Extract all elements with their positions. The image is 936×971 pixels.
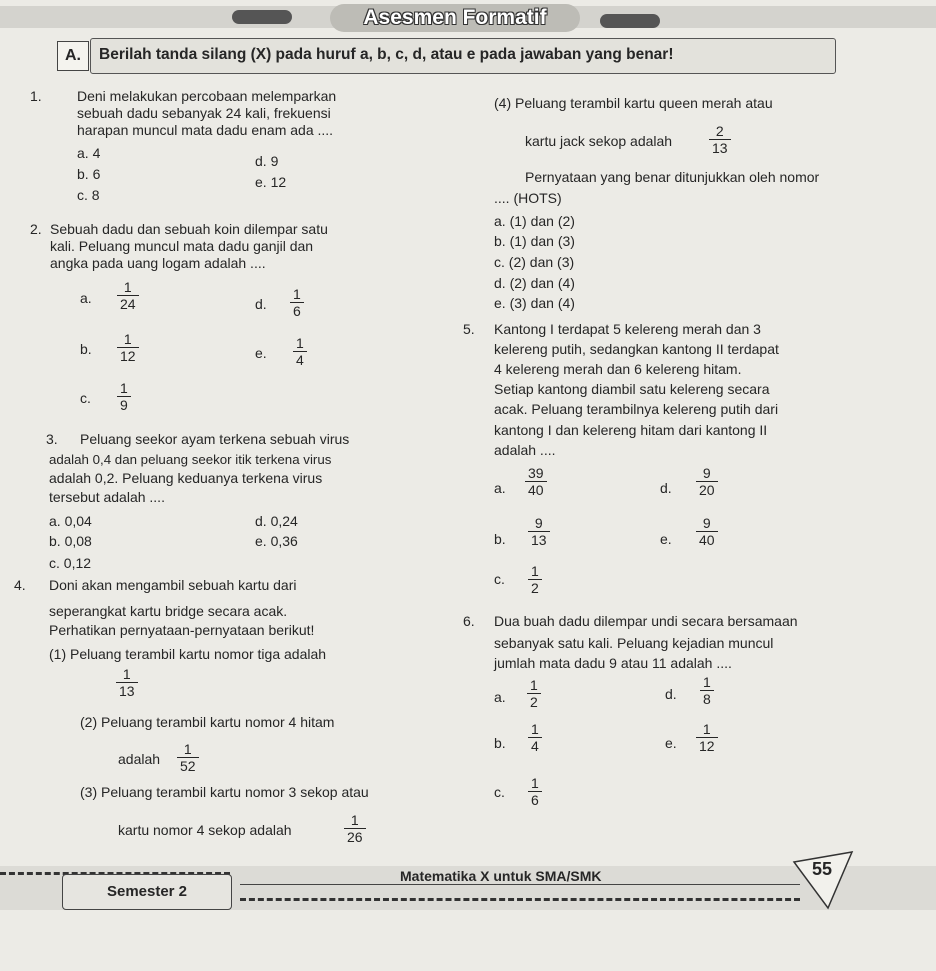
question-number: 4. <box>14 577 26 593</box>
denominator: 4 <box>528 737 542 754</box>
option-c[interactable]: c. (2) dan (3) <box>494 254 575 270</box>
numerator: 1 <box>350 812 359 828</box>
option-e-fraction <box>696 515 718 548</box>
option-a-label[interactable]: a. <box>494 480 506 496</box>
option-e-fraction <box>293 335 307 368</box>
numerator: 1 <box>123 279 132 295</box>
question-text: adalah .... <box>494 442 556 458</box>
numerator: 9 <box>702 515 711 531</box>
option-c-fraction <box>117 380 131 413</box>
denominator: 40 <box>525 481 547 498</box>
question-text: .... (HOTS) <box>494 190 562 206</box>
question-number: 6. <box>463 613 475 629</box>
option-d-fraction <box>290 286 304 319</box>
option-b[interactable]: b. 0,08 <box>49 533 92 549</box>
question-text: Pernyataan yang benar ditunjukkan oleh nomor <box>525 169 820 185</box>
option-e-label[interactable]: e. <box>255 345 267 361</box>
question-number: 3. <box>46 431 58 447</box>
option-c-label[interactable]: c. <box>494 571 505 587</box>
option-b-fraction <box>528 515 550 548</box>
question-text: adalah 0,2. Peluang keduanya terkena virus <box>49 470 323 486</box>
numerator: 1 <box>120 380 128 396</box>
question-text: adalah 0,4 dan peluang seekor itik terkena virus <box>49 452 332 467</box>
option-b[interactable]: b. 6 <box>77 166 101 182</box>
denominator: 26 <box>344 828 366 845</box>
option-a-fraction <box>525 465 547 498</box>
numerator: 1 <box>296 335 304 351</box>
statement-3-text: kartu nomor 4 sekop adalah <box>118 822 292 838</box>
option-c[interactable]: c. 8 <box>77 187 100 203</box>
footer-dash <box>240 898 800 901</box>
option-b[interactable]: b. (1) dan (3) <box>494 233 575 249</box>
numerator: 1 <box>531 721 539 737</box>
denominator: 2 <box>527 693 541 710</box>
option-d[interactable]: d. (2) dan (4) <box>494 275 575 291</box>
denominator: 24 <box>117 295 139 312</box>
option-c-fraction <box>528 775 542 808</box>
option-c[interactable]: c. 0,12 <box>49 555 92 571</box>
numerator: 1 <box>123 331 132 347</box>
option-e[interactable]: e. (3) dan (4) <box>494 295 575 311</box>
statement-2-fraction <box>177 741 199 774</box>
numerator: 1 <box>530 677 538 693</box>
option-d[interactable]: d. 0,24 <box>255 513 298 529</box>
option-e-label[interactable]: e. <box>665 735 677 751</box>
page-title: Asesmen Formatif <box>330 4 580 32</box>
statement-3: (3) Peluang terambil kartu nomor 3 sekop atau <box>80 784 369 800</box>
option-d-label[interactable]: d. <box>660 480 672 496</box>
question-number: 1. <box>30 88 42 104</box>
numerator: 1 <box>122 666 131 682</box>
numerator: 1 <box>703 674 711 690</box>
numerator: 9 <box>534 515 543 531</box>
option-d-fraction <box>696 465 718 498</box>
option-c-label[interactable]: c. <box>80 390 91 406</box>
numerator: 1 <box>531 563 539 579</box>
option-d[interactable]: d. 9 <box>255 153 279 169</box>
option-e-fraction <box>696 721 718 754</box>
denominator: 20 <box>696 481 718 498</box>
statement-4-text: kartu jack sekop adalah <box>525 133 673 149</box>
question-text: Doni akan mengambil sebuah kartu dari <box>49 577 297 593</box>
numerator: 1 <box>702 721 711 737</box>
question-text: tersebut adalah .... <box>49 489 165 505</box>
denominator: 40 <box>696 531 718 548</box>
footer-rule <box>240 884 800 885</box>
section-label: A. <box>57 41 89 71</box>
question-text: angka pada uang logam adalah .... <box>50 255 266 271</box>
numerator: 9 <box>702 465 711 481</box>
statement-1: (1) Peluang terambil kartu nomor tiga adalah <box>49 646 327 662</box>
denominator: 13 <box>709 139 731 156</box>
option-b-fraction <box>528 721 542 754</box>
option-a[interactable]: a. (1) dan (2) <box>494 213 575 229</box>
header-decoration <box>232 10 292 24</box>
question-number: 5. <box>463 321 475 337</box>
header-decoration <box>600 14 660 28</box>
question-text: kali. Peluang muncul mata dadu ganjil dan <box>50 238 314 254</box>
statement-2: (2) Peluang terambil kartu nomor 4 hitam <box>80 714 335 730</box>
option-c-label[interactable]: c. <box>494 784 505 800</box>
statement-4: (4) Peluang terambil kartu queen merah atau <box>494 95 773 111</box>
option-a-fraction <box>117 279 139 312</box>
option-b-label[interactable]: b. <box>80 341 92 357</box>
numerator: 1 <box>531 775 539 791</box>
statement-3-fraction <box>344 812 366 845</box>
option-d-label[interactable]: d. <box>665 686 677 702</box>
question-text: kelereng putih, sedangkan kantong II terdapat <box>494 341 779 357</box>
option-a[interactable]: a. 4 <box>77 145 101 161</box>
statement-2-text: adalah <box>118 751 161 767</box>
option-a-label[interactable]: a. <box>494 689 506 705</box>
denominator: 2 <box>528 579 542 596</box>
question-text: Setiap kantong diambil satu kelereng secara <box>494 381 770 397</box>
denominator: 4 <box>293 351 307 368</box>
instruction-text: Berilah tanda silang (X) pada huruf a, b, c, d, atau e pada jawaban yang benar! <box>99 46 674 63</box>
denominator: 13 <box>116 682 138 699</box>
option-b-label[interactable]: b. <box>494 735 506 751</box>
statement-4-fraction <box>709 123 731 156</box>
denominator: 13 <box>528 531 550 548</box>
option-e[interactable]: e. 0,36 <box>255 533 298 549</box>
question-text: sebuah dadu sebanyak 24 kali, frekuensi <box>77 105 331 121</box>
option-b-fraction <box>117 331 139 364</box>
question-text: Peluang seekor ayam terkena sebuah virus <box>80 431 350 447</box>
instruction-box <box>90 38 836 74</box>
denominator: 12 <box>696 737 718 754</box>
question-text: Sebuah dadu dan sebuah koin dilempar satu <box>50 221 328 237</box>
denominator: 9 <box>117 396 131 413</box>
option-a-fraction <box>527 677 541 710</box>
question-text: sebanyak satu kali. Peluang kejadian muncul <box>494 635 774 651</box>
question-text: Deni melakukan percobaan melemparkan <box>77 88 337 104</box>
numerator: 2 <box>715 123 724 139</box>
option-e-label[interactable]: e. <box>660 531 672 547</box>
question-text: seperangkat kartu bridge secara acak. <box>49 603 288 619</box>
question-number: 2. <box>30 221 42 237</box>
denominator: 52 <box>177 757 199 774</box>
option-d-fraction <box>700 674 714 707</box>
denominator: 6 <box>528 791 542 808</box>
numerator: 39 <box>528 465 544 481</box>
question-text: jumlah mata dadu 9 atau 11 adalah .... <box>494 655 732 671</box>
option-c-fraction <box>528 563 542 596</box>
option-a-label[interactable]: a. <box>80 290 92 306</box>
question-text: harapan muncul mata dadu enam ada .... <box>77 122 334 138</box>
question-text: Kantong I terdapat 5 kelereng merah dan 3 <box>494 321 761 337</box>
option-e[interactable]: e. 12 <box>255 174 287 190</box>
statement-1-fraction <box>116 666 138 699</box>
question-text: acak. Peluang terambilnya kelereng putih dari <box>494 401 779 417</box>
question-text: 4 kelereng merah dan 6 kelereng hitam. <box>494 361 742 377</box>
question-text: kantong I dan kelereng hitam dari kantong II <box>494 422 768 438</box>
question-text: Perhatikan pernyataan-pernyataan berikut! <box>49 622 315 638</box>
denominator: 8 <box>700 690 714 707</box>
denominator: 12 <box>117 347 139 364</box>
option-d-label[interactable]: d. <box>255 296 267 312</box>
denominator: 6 <box>290 302 304 319</box>
option-b-label[interactable]: b. <box>494 531 506 547</box>
question-text: Dua buah dadu dilempar undi secara bersamaan <box>494 613 798 629</box>
page-number: 55 <box>811 859 833 879</box>
semester-label: Semester 2 <box>62 874 232 910</box>
option-a[interactable]: a. 0,04 <box>49 513 92 529</box>
numerator: 1 <box>183 741 192 757</box>
book-title: Matematika X untuk SMA/SMK <box>400 868 602 884</box>
numerator: 1 <box>293 286 301 302</box>
